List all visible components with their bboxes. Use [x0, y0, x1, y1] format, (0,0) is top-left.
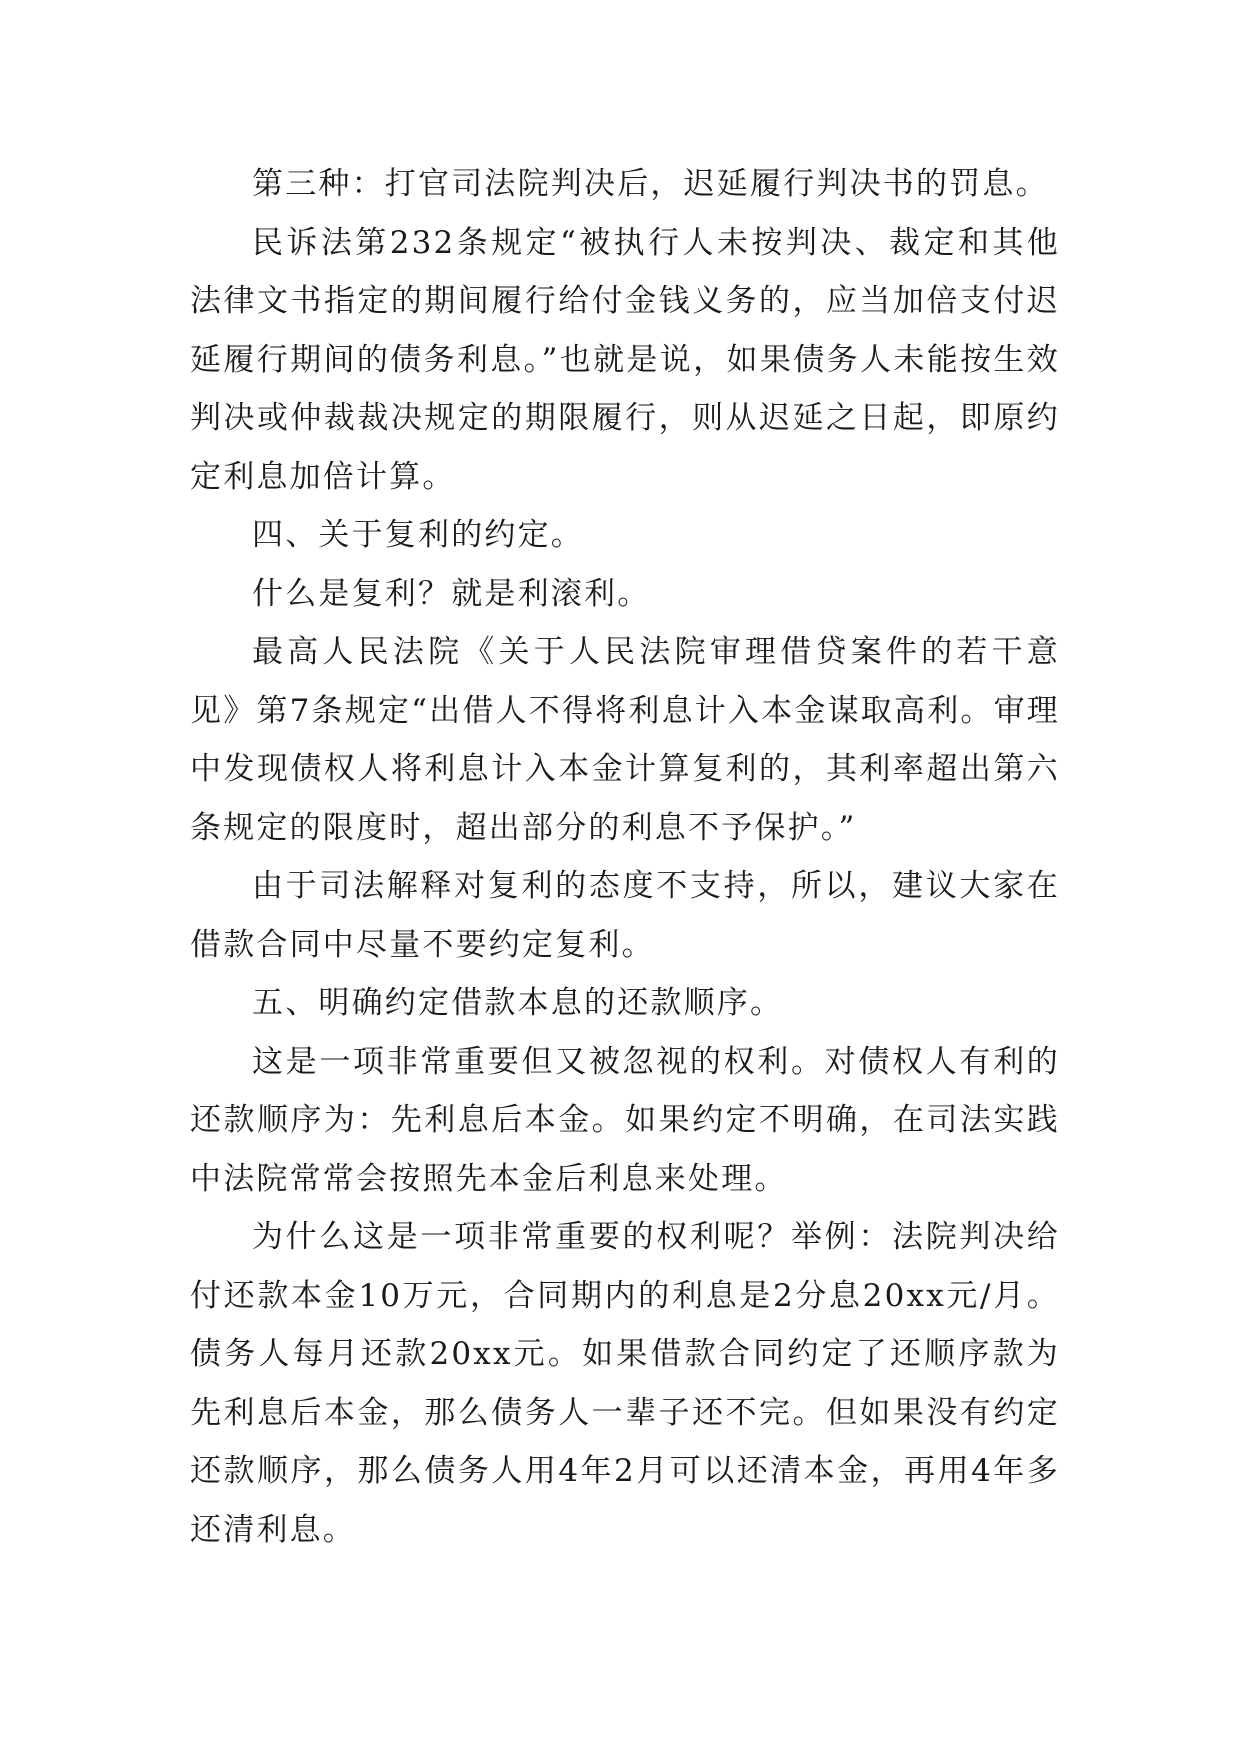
- document-body: [190, 155, 1060, 1559]
- heading-repayment-order: 五、明确约定借款本息的还款顺序。: [252, 985, 784, 1021]
- paragraph-what-is-compound-interest: 什么是复利？就是利滚利。: [252, 575, 651, 612]
- paragraph-repayment-example: 为什么这是一项非常重要的权利呢？举例：法院判决给付还款本金10万元，合同期内的利息是2分息20xx元/月。债务人每月还款20xx元。如果借款合同约定了还顺序款为先利息后本金，那么债务人一辈子还不完。但如果没有约定还款顺序，那么债务人用4年2月可以还清本金，再用4年多还清利息。: [190, 1219, 1060, 1548]
- paragraph-compound-interest-advice: 由于司法解释对复利的态度不支持，所以，建议大家在借款合同中尽量不要约定复利。: [190, 868, 1060, 963]
- paragraph-supreme-court-opinion-article-7: 最高人民法院《关于人民法院审理借贷案件的若干意见》第7条规定“出借人不得将利息计入本金谋取高利。审理中发现债权人将利息计入本金计算复利的，其利率超出第六条规定的限度时，超出部分的利息不予保护。”: [190, 634, 1060, 846]
- paragraph-repayment-order-importance: 这是一项非常重要但又被忽视的权利。对债权人有利的还款顺序为：先利息后本金。如果约定不明确，在司法实践中法院常常会按照先本金后利息来处理。: [190, 1043, 1060, 1197]
- heading-compound-interest: 四、关于复利的约定。: [252, 517, 584, 553]
- paragraph-civil-procedure-article-232: 民诉法第232条规定“被执行人未按判决、裁定和其他法律文书指定的期间履行给付金钱义务的，应当加倍支付迟延履行期间的债务利息。”也就是说，如果债务人未能按生效判决或仲裁裁决规定的期限履行，则从迟延之日起，即原约定利息加倍计算。: [190, 224, 1060, 495]
- paragraph-third-type-penalty-interest: 第三种：打官司法院判决后，迟延履行判决书的罚息。: [252, 166, 1049, 202]
